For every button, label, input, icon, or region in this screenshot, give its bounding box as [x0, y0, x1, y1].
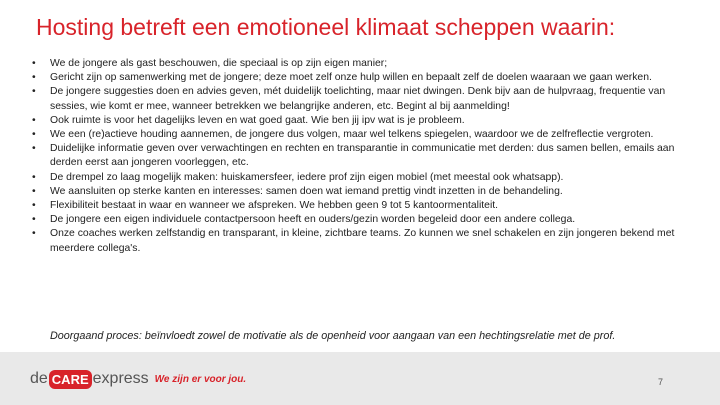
bullet-icon: • — [32, 228, 36, 240]
bullet-text: We een (re)actieve houding aannemen, de jongere dus volgen, maar wel telkens spiegelen, waardoor we de zelfreflectie vergroten. — [50, 129, 654, 141]
slide-title: Hosting betreft een emotioneel klimaat scheppen waarin: — [36, 14, 616, 40]
bullet-icon: • — [32, 214, 36, 226]
list-item — [30, 142, 695, 170]
list-item — [30, 85, 695, 113]
logo-tagline: We zijn er voor jou. — [154, 373, 247, 385]
bullet-icon: • — [32, 58, 36, 69]
bullet-text: Onze coaches werken zelfstandig en transparant, in kleine, zichtbare teams. Zo kunnen we snel schakelen en zijn jongeren bekend met meerdere collega's. — [50, 228, 675, 254]
bullet-text: We de jongere als gast beschouwen, die speciaal is op zijn eigen manier; — [50, 58, 388, 69]
bullet-text: Ook ruimte is voor het dagelijks leven en wat goed gaat. Wie ben jij ipv wat is je probleem. — [50, 114, 465, 126]
list-item — [30, 71, 695, 85]
list-item — [30, 114, 695, 128]
list-item — [30, 171, 695, 185]
logo-express: express — [92, 370, 149, 387]
bullet-text: Gericht zijn op samenwerking met de jongere; deze moet zelf onze hulp willen en bepaalt zelf de doelen waaraan we gaan werken. — [50, 72, 652, 84]
bullet-list — [30, 57, 695, 256]
bullet-text: Duidelijke informatie geven over verwachtingen en rechten en transparantie in communicatie met derden: dus samen bellen, emails aan derden eerst aan jongeren voorleggen, etc. — [50, 143, 675, 169]
bullet-icon: • — [32, 129, 36, 141]
bullet-icon: • — [32, 114, 36, 126]
list-item — [30, 128, 695, 142]
list-item — [30, 57, 695, 71]
page-number: 7 — [658, 377, 664, 387]
bullet-icon: • — [32, 143, 36, 155]
bullet-text: De jongere een eigen individuele contactpersoon heeft en ouders/gezin worden begeleid door een andere collega. — [50, 214, 576, 226]
bullet-text: Flexibiliteit bestaat in waar en wanneer we afspreken. We hebben geen 9 tot 5 kantoormentaliteit. — [50, 200, 499, 212]
bullet-icon: • — [32, 171, 36, 183]
bullet-icon: • — [32, 185, 36, 197]
bullet-icon: • — [32, 86, 36, 98]
list-item — [30, 227, 695, 255]
decare-express-logo — [30, 368, 246, 390]
logo-de: de — [30, 370, 48, 387]
bullet-text: We aansluiten op sterke kanten en interesses: samen doen wat iemand prettig vindt inzetten in de behandeling. — [50, 185, 563, 197]
bullet-text: De jongere suggesties doen en advies geven, mét duidelijk toelichting, maar niet dwingen. Denk bijv aan de hulpvraag, frequentie van sessies, wie komt er mee, wanneer betrekken we belangrijke anderen, etc. Begint al bij aanmelding! — [50, 86, 666, 112]
list-item — [30, 213, 695, 227]
bullet-icon: • — [32, 200, 36, 212]
list-item — [30, 199, 695, 213]
list-item — [30, 185, 695, 199]
process-note: Doorgaand proces: beïnvloedt zowel de motivatie als de openheid voor aangaan van een hechtingsrelatie met de prof. — [50, 330, 616, 342]
bullet-icon: • — [32, 72, 36, 84]
bullet-text: De drempel zo laag mogelijk maken: huiskamersfeer, iedere prof zijn eigen mobiel (met meestal ook whatsapp). — [50, 171, 564, 183]
logo-care: CARE — [49, 370, 92, 389]
